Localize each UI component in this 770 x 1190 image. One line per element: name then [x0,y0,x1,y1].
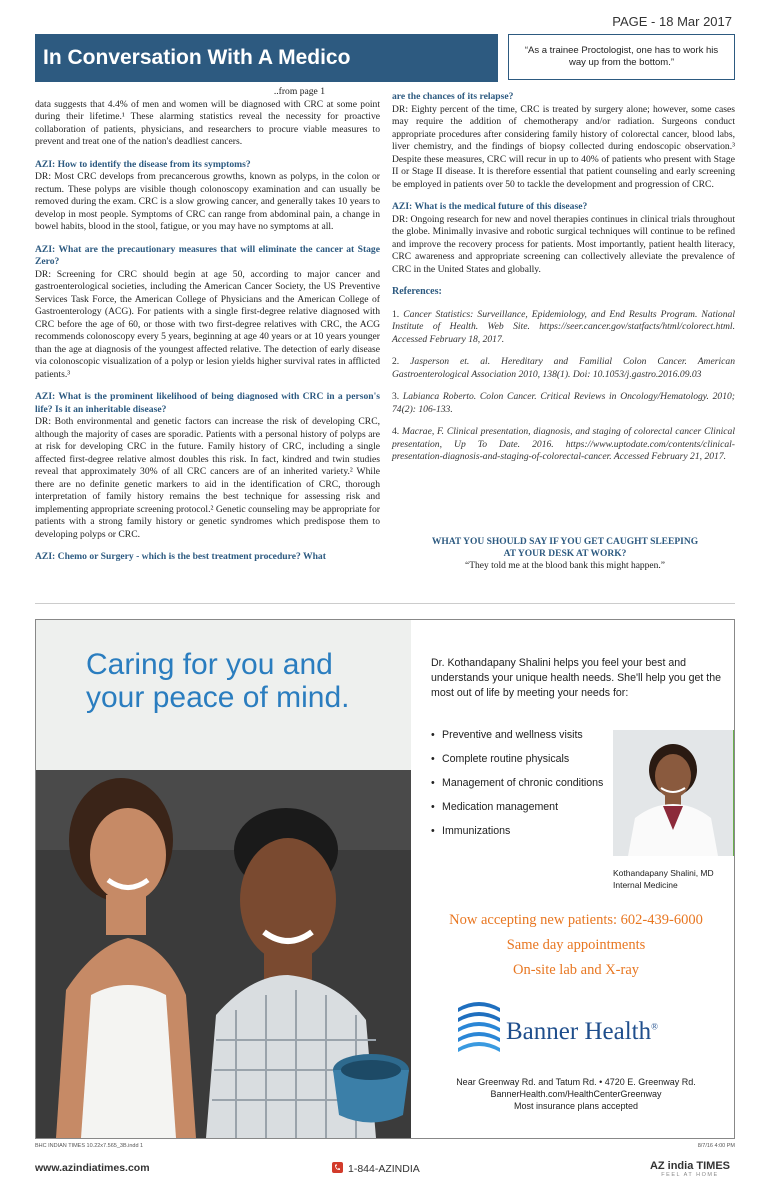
ad-intro: Dr. Kothandapany Shalini helps you feel your best and understands your unique health needs. She'll help you get the most out of life by meeting your needs for: [431,657,722,699]
joke-answer: “They told me at the blood bank this might happen.” [465,561,665,571]
banner-health-advertisement [35,619,735,1139]
question-3: AZI: What is the prominent likelihood of being diagnosed with CRC in a person's life? Is it an inheritable disease? [35,391,380,415]
reference-item: 2. Jasperson et. al. Hereditary and Familial Colon Cancer. American Gastroenterological Association 2010, 138(1). Doi: 10.1053/j.gastro.2016.09.03 [392,356,735,380]
list-item: • Management of chronic conditions [431,777,604,789]
phone-number: 1-844-AZINDIA [348,1163,420,1175]
list-item: • Medication management [431,801,559,813]
references-heading: References: [392,286,442,297]
brand-tagline: FEEL AT HOME [661,1172,719,1178]
joke-heading-line-1: WHAT YOU SHOULD SAY IF YOU GET CAUGHT SLEEPING [431,537,699,547]
clinic-address-block [416,1076,735,1112]
clinic-website: BannerHealth.com/HealthCenterGreenway [490,1089,662,1099]
answer-2: DR: Screening for CRC should begin at age 50, according to major cancer and gastroenterological societies, including the American Cancer Society, the US Preventive Services Task Force, the American College of Physicians and the American College of Gastroenterology (ACG). For patients with a single first-degree relative diagnosed with CRC before the age of 60, or those with two first-degree relatives with CRC, the ACG recommends colonoscopy every 5 years, beginning at age 40 years or at 10 years younger than the age at diagnosis of the youngest affected relative. The detection of early disease via colonoscopic visualization of a polyp or lesion yields higher survival rates in afflicted patients.³ [35,268,380,380]
answer-4: DR: Eighty percent of the time, CRC is treated by surgery alone; however, some cases may require the addition of chemotherapy and/or radiation. Surgeons conduct appropriate procedures after considering family history of colorectal cancer, blood labs, liver chemistry, and the findings of biopsy collected during endoscopic observation.³ Despite these measures, CRC will recur in up to 40% of patients who present with Stage II or Stage II disease. It is therefore essential that patient counseling and early screening be employed in patients over 50 to tackle the development and progression of CRC. [392,103,735,190]
left-column [35,86,380,564]
couple-photo [36,770,411,1138]
accepting-patients: Now accepting new patients: 602-439-6000 [449,912,703,928]
section-title: In Conversation With A Medico [43,46,351,69]
question-4: AZI: Chemo or Surgery - which is the best treatment procedure? What [35,551,326,562]
answer-3: DR: Both environmental and genetic factors can increase the risk of developing CRC, although the majority of cases are sporadic. Patients with a personal history of polyps are at risk for developing CRC in the future. Family history of CRC, including a single affected first-degree relative almost doubles this risk. In fact, kindred and twin studies reveal that approximately 30% of all CRC cancers are of an inherited variety.² While there are no definite genetic markers to aid in the identification of CRC, thorough interpretation of family history remains the best technique for assessing risk and implementing appropriate screening protocol.² Genetic counseling may be appropriate for patients with a strong family history or genetic syndromes which predispose them to developing polyps or CRC. [35,416,380,540]
doctor-photo [613,730,733,856]
doctor-caption [613,867,714,891]
az-india-times-logo [650,1160,730,1178]
page-header: PAGE - 18 Mar 2017 [612,14,732,29]
question-2: AZI: What are the precautionary measures that will eliminate the cancer at Stage Zero? [35,243,380,267]
question-5: AZI: What is the medical future of this disease? [392,201,588,212]
same-day-appointments: Same day appointments [506,937,646,953]
banner-health-wordmark: Banner Health® [506,1018,658,1045]
ad-headline: Caring for you and your peace of mind. [86,648,350,714]
doctor-name: Kothandapany Shalini, MD [613,868,714,878]
ad-photo-panel [36,620,411,1138]
question-1: AZI: How to identify the disease from its symptoms? [35,158,251,170]
reference-item: 3. Labianca Roberto. Colon Cancer. Critical Reviews in Oncology/Hematology. 2010; 74(2): 106-133. [392,391,735,415]
clinic-address: Near Greenway Rd. and Tatum Rd. • 4720 E. Greenway Rd. [456,1077,696,1087]
from-page-note: ..from page 1 [273,86,325,97]
print-slug [35,1143,735,1149]
doctor-illustration [613,730,733,856]
reference-item: 1. Cancer Statistics: Surveillance, Epidemiology, and End Results Program. National Institute of Health. Web Site. https://seer.cancer.gov/statfacts/html/colorect.html. Accessed February 18, 2017. [392,308,735,345]
right-column [392,91,735,464]
joke-heading-line-2: AT YOUR DESK AT WORK? [503,549,627,559]
phone-icon [332,1162,343,1176]
services-list [431,728,606,848]
onsite-lab: On-site lab and X-ray [512,962,640,978]
doctor-specialty: Internal Medicine [613,880,678,890]
sleeping-joke-box [395,536,735,572]
insurance-note: Most insurance plans accepted [513,1101,639,1111]
pull-quote: “As a trainee Proctologist, one has to work his way up from the bottom.” [508,34,735,80]
brand-name: AZ india TIMES [649,1160,730,1172]
list-item: • Preventive and wellness visits [431,729,583,741]
divider [35,603,735,604]
reference-item: 4. Macrae, F. Clinical presentation, diagnosis, and staging of colorectal cancer Clinical presentation, Up To Date. 2016. https://www.uptodate.com/contents/clinical-presentation-diagnosis-and-staging-of-colorectal-cancer. Accessed February 21, 2017. [392,426,736,462]
accent-bar [733,730,735,856]
footer-website[interactable]: www.azindiatimes.com [35,1162,150,1174]
section-banner [35,34,498,82]
intro-paragraph: data suggests that 4.4% of men and women will be diagnosed with CRC at some point during their lifetime.¹ These alarming statistics reveal the necessity for proactive collaboration of patients, physicians, and researchers to procure viable measures to prevent and treat one of the nation's deadliest cancers. [35,98,380,147]
question-4-continued: are the chances of its relapse? [392,91,514,102]
slug-right: 8/7/16 4:00 PM [697,1143,735,1149]
list-item: • Complete routine physicals [431,753,570,765]
page-footer [35,1160,735,1184]
answer-1: DR: Most CRC develops from precancerous growths, known as polyps, in the colon or rectum. These polyps are visible though colonoscopy examination and can usually be removed during the exam. CRC is a slow growing cancer, and generally takes 10 years to develop in most people. Symptoms of CRC can range from abdominal pain, a change in bowel habits, blood in the stool, fatigue, or you may have no symptoms at all. [35,171,380,232]
slug-left: BHC INDIAN TIMES 10.22x7.565_3B.indd 1 [35,1143,144,1149]
answer-5: DR: Ongoing research for new and novel therapies continues in clinical trials throughout the globe. Minimally invasive and robotic surgical techniques will continue to be refined and improve the recovery process for patients. Most importantly, patient health literacy, CRC awareness and appropriate screening can collectively alleviate the prevalence of CRC in the United States and globally. [392,213,735,275]
couple-illustration [36,770,411,1138]
banner-health-logo-icon [456,998,502,1057]
footer-phone [332,1162,420,1176]
list-item: • Immunizations [431,825,511,837]
